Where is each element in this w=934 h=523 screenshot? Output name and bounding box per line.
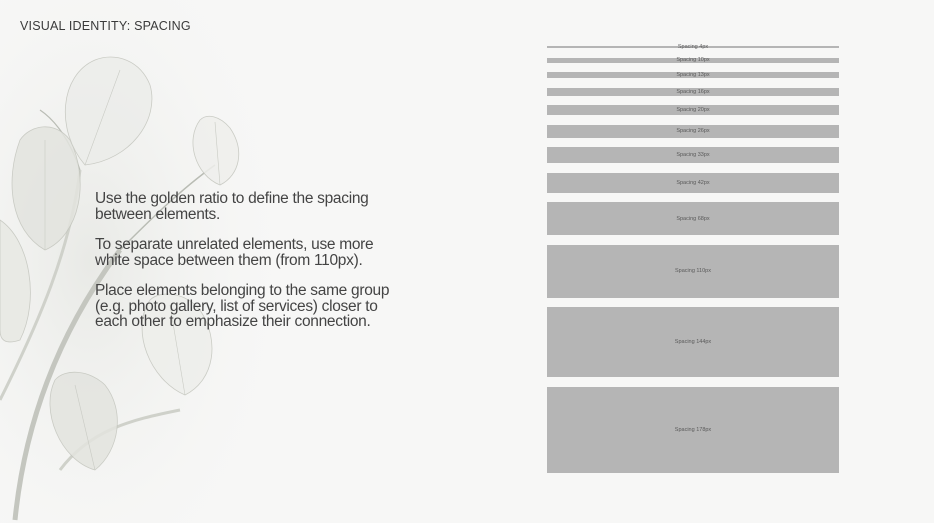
guideline-unrelated-elements: To separate unrelated elements, use more white space between them (from 110px).	[95, 236, 374, 269]
spacing-bar-label: Spacing 33px	[676, 152, 710, 158]
spacing-bar-label: Spacing 144px	[674, 339, 712, 345]
spacing-bar	[547, 173, 839, 193]
body-copy	[95, 191, 395, 345]
spacing-bar	[547, 125, 839, 138]
spacing-bar-label: Spacing 68px	[676, 215, 710, 222]
spacing-bar	[547, 105, 839, 115]
guideline-grouped-elements: Place elements belonging to the same group (e.g. photo gallery, list of services) closer to each other to emphasize their connection.	[95, 282, 390, 330]
spacing-bar-label: Spacing 4px	[677, 44, 709, 50]
spacing-bar	[547, 387, 839, 473]
spacing-bar-label: Spacing 110px	[675, 268, 711, 274]
guideline-golden-ratio: Use the golden ratio to define the spacing between elements.	[95, 190, 369, 223]
spacing-bar-label: Spacing 42px	[676, 179, 710, 186]
spacing-bar	[547, 72, 839, 78]
spacing-bar	[547, 307, 839, 377]
spacing-bar-label: Spacing 178px	[674, 426, 712, 433]
spacing-bar	[547, 46, 839, 48]
spacing-bar-label: Spacing 26px	[676, 128, 710, 134]
spacing-bar	[547, 245, 839, 298]
spacing-bar	[547, 147, 839, 163]
spacing-bar-label: Spacing 20px	[676, 107, 710, 113]
spacing-bar-label: Spacing 13px	[676, 72, 710, 78]
spacing-bar	[547, 88, 839, 96]
spacing-bar-label: Spacing 10px	[676, 57, 710, 63]
spacing-bar	[547, 58, 839, 63]
spacing-scale	[547, 0, 839, 523]
slide-title: VISUAL IDENTITY: SPACING	[20, 19, 191, 33]
spacing-bar	[547, 202, 839, 235]
spacing-bar-label: Spacing 16px	[676, 88, 710, 95]
